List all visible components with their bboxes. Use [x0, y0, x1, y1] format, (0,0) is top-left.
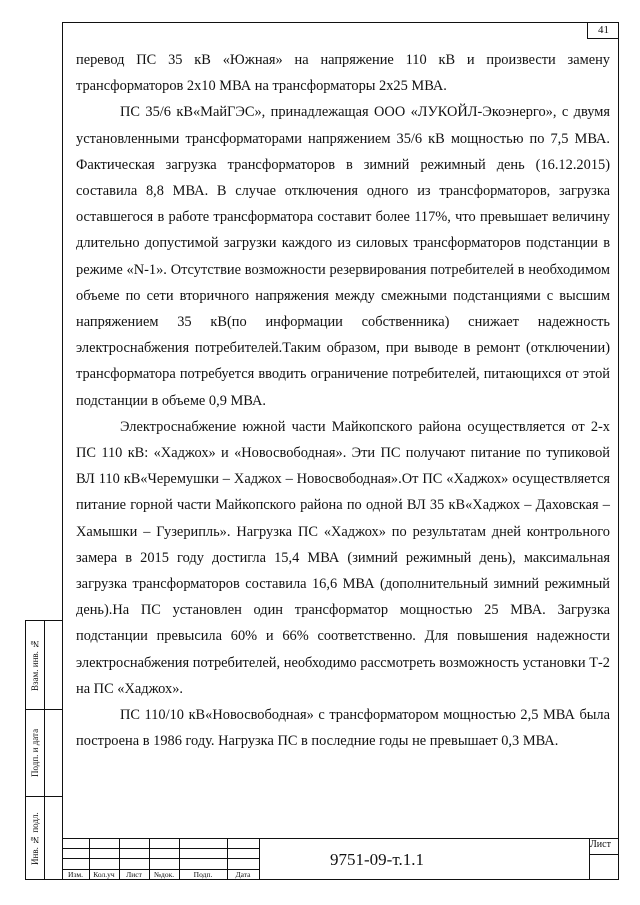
- col-list: Лист: [126, 870, 142, 879]
- vzam-inv-label: Взам. инв. №: [30, 638, 40, 692]
- paragraph-4: ПС 110/10 кВ«Новосвободная» с трансформатором мощностью 2,5 МВА была построена в 1986 году. Нагрузка ПС в последние годы не превышает 0,3 МВА.: [76, 707, 610, 750]
- paragraph-3: Электроснабжение южной части Майкопского района осуществляется от 2-х ПС 110 кВ: «Хаджох» и «Новосвободная». Эти ПС получают питание по тупиковой ВЛ 110 кВ«Черемушки – Хаджох – Новосвободная».От ПС «Хаджох» осуществляется питание горной части Майкопского района по одной ВЛ 35 кВ«Хаджох – Даховская – Хамышки – Гузерипль». Нагрузка ПС «Хаджох» по результатам дней контрольного замера в 2015 году достигла 15,4 МВА (зимний режимный день), максимальная загрузка трансформаторов составила 16,6 МВА (дополнительный зимний режимный день).На ПС установлен один трансформатор мощностью 25 МВА. Загрузка подстанции превысила 60% и 66% соответственно. Для повышения надежности электроснабжения потребителей, необходимо рассмотреть возможность установки Т-2 на ПС «Хаджох».: [76, 418, 610, 697]
- col-nodok: №док.: [153, 870, 175, 879]
- page-number: 41: [587, 22, 619, 39]
- col-data: Дата: [235, 870, 251, 879]
- paragraph-2: ПС 35/6 кВ«МайГЭС», принадлежащая ООО «ЛУКОЙЛ-Экоэнерго», с двумя установленными трансформаторами напряжением 35/6 кВ мощностью по 7,5 МВА. Фактическая загрузка трансформаторов в зимний режимный день (16.12.2015) составила 8,8 МВА. В случае отключения одного из трансформаторов, загрузка оставшегося в работе трансформатора составит более 117%, что превышает величину длительно допустимой загрузки каждого из силовых трансформаторов подстанции в режиме «N-1». Отсутствие возможности резервирования потребителей в необходимом объеме по сети вторичного напряжения между смежными подстанциями с высшим напряжением 35 кВ(по информации собственника) снижает надежность электроснабжения потребителей.Таким образом, при выводе в ремонт (отключении) трансформатора потребуется вводить ограничение потребителей, питающихся от этой подстанции в объеме 0,9 МВА.: [76, 104, 610, 409]
- sheet-label: Лист: [590, 839, 611, 850]
- podp-data-label: Подп. и дата: [30, 728, 40, 777]
- document-body: [76, 47, 610, 754]
- document-code: 9751-09-т.1.1: [330, 850, 424, 869]
- side-stamp: [25, 620, 62, 880]
- col-podp: Подп.: [193, 870, 213, 879]
- paragraph-1: перевод ПС 35 кВ «Южная» на напряжение 110 кВ и произвести замену трансформаторов 2х10 МВА на трансформаторы 2х25 МВА.: [76, 52, 610, 95]
- col-kol-uch: Кол.уч: [93, 870, 115, 879]
- inv-podl-label: Инв. № подл.: [30, 812, 40, 865]
- col-izm: Изм.: [68, 870, 83, 879]
